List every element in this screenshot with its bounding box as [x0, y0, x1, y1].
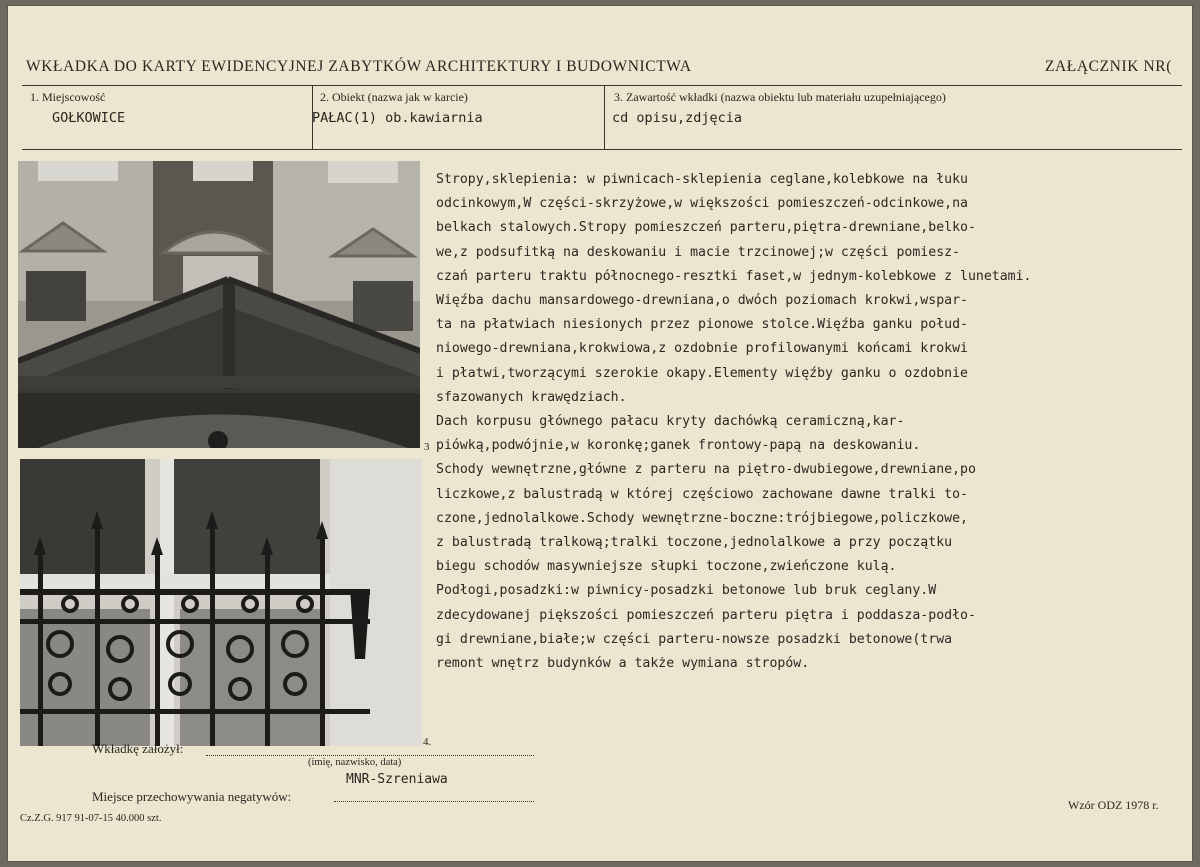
description-line: belkach stalowych.Stropy pomieszczeń parteru,piętra-drewniane,belko- [436, 220, 976, 236]
window-grille-image [20, 459, 422, 746]
photo-porch-gable [18, 161, 420, 448]
locality-value: GOŁKOWICE [52, 110, 126, 126]
print-info: Cz.Z.G. 917 91-07-15 40.000 szt. [20, 813, 162, 824]
negatives-location-line [334, 801, 534, 802]
description-line: biegu schodów masywniejsze słupki toczone,zwieńczone kulą. [436, 559, 897, 575]
annex-number: ZAŁĄCZNIK NR( [1044, 58, 1172, 75]
description-line: sfazowanych krawędziach. [436, 389, 627, 405]
description-line: czań parteru traktu północnego-resztki faset,w jednym-kolebkowe z lunetami. [436, 268, 1032, 284]
description-line: Podłogi,posadzki:w piwnicy-posadzki betonowe lub bruk ceglany.W [436, 583, 937, 599]
photo-number-top: 3 [424, 441, 430, 453]
photo-number-bottom: 4. [423, 736, 432, 748]
description-line: piówką,podwójnie,w koronkę;ganek frontowy-papą na deskowaniu. [436, 438, 921, 454]
porch-gable-image [18, 161, 420, 448]
header-rule-top [22, 85, 1182, 86]
object-label: 2. Obiekt (nazwa jak w karcie) [320, 90, 468, 104]
photo-window-grille [20, 459, 422, 746]
inventory-card [8, 6, 1192, 861]
description-line: gi drewniane,białe;w części parteru-nowsze posadzki betonowe(trwa [436, 631, 953, 647]
description-line: czone,jednolalkowe.Schody wewnętrzne-boczne:trójbiegowe,policzkowe, [436, 510, 968, 526]
description-line: Dach korpusu głównego pałacu kryty dachówką ceramiczną,kar- [436, 414, 905, 430]
description-line: Więźba dachu mansardowego-drewniana,o dwóch poziomach krokwi,wspar- [436, 293, 968, 309]
prepared-by-hint: (imię, nazwisko, data) [308, 757, 402, 768]
description-line: niowego-drewniana,krokwiowa,z ozdobnie profilowanymi końcami krokwi [436, 341, 968, 357]
template-version: Wzór ODZ 1978 r. [1068, 798, 1159, 812]
description-line: zdecydowanej piększości pomieszczeń parteru piętra i poddasza-podło- [436, 607, 976, 623]
content-value: cd opisu,zdjęcia [612, 110, 743, 126]
object-value: PAŁAC(1) ob.kawiarnia [312, 110, 483, 126]
negatives-location-value: MNR-Szreniawa [346, 772, 448, 787]
description-line: Stropy,sklepienia: w piwnicach-sklepienia ceglane,kolebkowe na łuku [436, 172, 968, 187]
header-rule-bottom [22, 149, 1182, 150]
description-line: remont wnętrz budynków a także wymiana stropów. [436, 656, 810, 672]
description-line: ta na płatwiach niesionych przez pionowe stolce.Więźba ganku połud- [436, 317, 968, 333]
description-line: liczkowe,z balustradą w której częściowo zachowane dawne tralki to- [436, 486, 968, 502]
field-divider-2 [604, 85, 605, 149]
prepared-by-line [206, 755, 534, 756]
description-line: i płatwi,tworzącymi szerokie okapy.Elementy więźby ganku o ozdobnie [436, 365, 968, 381]
locality-label: 1. Miejscowość [30, 90, 106, 104]
prepared-by-label: Wkładkę założył: [92, 741, 184, 756]
description-line: odcinkowym,W części-skrzyżowe,w większości pomieszczeń-odcinkowe,na [436, 196, 968, 212]
description-text [436, 168, 1171, 676]
description-line: we,z podsufitką na deskowaniu i macie trzcinowej;w części pomiesz- [436, 244, 961, 260]
card-title: WKŁADKA DO KARTY EWIDENCYJNEJ ZABYTKÓW ARCHITEKTURY I BUDOWNICTWA [26, 58, 692, 75]
description-line: Schody wewnętrzne,główne z parteru na piętro-dwubiegowe,drewniane,po [436, 462, 976, 478]
description-line: z balustradą tralkową;tralki toczone,jednolalkowe a przy początku [436, 535, 953, 551]
content-label: 3. Zawartość wkładki (nazwa obiektu lub materiału uzupełniającego) [614, 90, 946, 104]
negatives-location-label: Miejsce przechowywania negatywów: [92, 789, 292, 804]
